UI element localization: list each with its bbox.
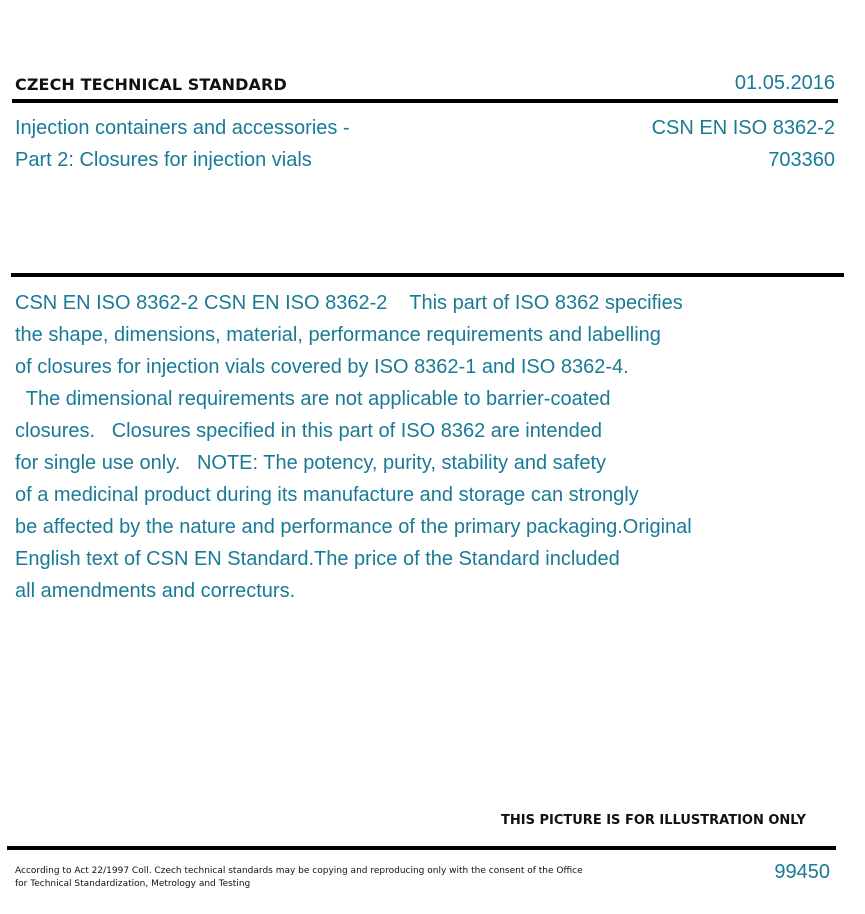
abstract-line: for single use only. NOTE: The potency, purity, stability and safety [15,452,607,474]
abstract-line: be affected by the nature and performance of the primary packaging.Original [15,516,692,538]
document-abstract [15,287,795,607]
header-divider [12,99,838,103]
abstract-line: of a medicinal product during its manufacture and storage can strongly [15,484,639,506]
classification-number: 703360 [768,149,835,171]
abstract-line: the shape, dimensions, material, performance requirements and labelling [15,324,661,346]
abstract-line: of closures for injection vials covered by ISO 8362-1 and ISO 8362-4. [15,356,629,378]
legal-notice [15,865,615,891]
catalog-number: 99450 [774,861,830,883]
standard-code: CSN EN ISO 8362-2 [651,117,835,139]
title-divider [11,273,844,277]
abstract-line: CSN EN ISO 8362-2 CSN EN ISO 8362-2 This part of ISO 8362 specifies [15,292,683,314]
abstract-line: closures. Closures specified in this part of ISO 8362 are intended [15,420,602,442]
abstract-line: all amendments and correcturs. [15,580,296,602]
standard-type-label: CZECH TECHNICAL STANDARD [15,75,287,94]
publication-date: 01.05.2016 [734,72,835,94]
abstract-line: The dimensional requirements are not applicable to barrier-coated [15,388,611,410]
footer-divider [7,846,836,850]
legal-notice-line-1: According to Act 22/1997 Coll. Czech technical standards may be copying and reproducing only with the consent of the Office [15,866,583,876]
illustration-disclaimer: THIS PICTURE IS FOR ILLUSTRATION ONLY [501,813,806,828]
abstract-line: English text of CSN EN Standard.The price of the Standard included [15,548,620,570]
legal-notice-line-2: for Technical Standardization, Metrology and Testing [15,879,251,889]
document-title-line-1: Injection containers and accessories - [15,117,350,139]
document-title-line-2: Part 2: Closures for injection vials [15,149,312,171]
